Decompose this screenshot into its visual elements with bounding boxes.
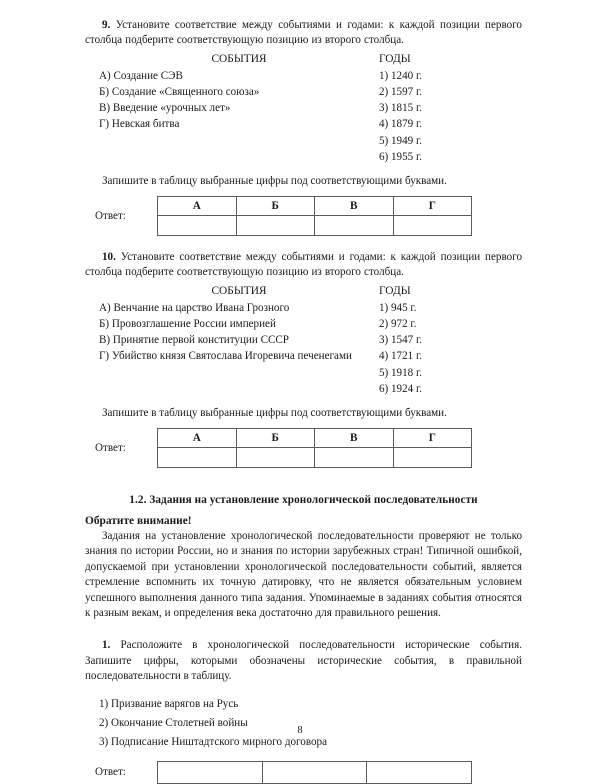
table-header-cell: В	[315, 428, 394, 447]
answer-cell[interactable]	[262, 761, 367, 783]
task-9-intro	[85, 18, 522, 49]
task-10-intro	[85, 250, 522, 281]
task-9-instruction: Запишите в таблицу выбранные цифры под соответствующими буквами.	[102, 175, 447, 188]
table-header-cell: Б	[236, 196, 315, 215]
sequence-task-answer-area	[85, 761, 522, 784]
table-row	[158, 761, 472, 783]
list-item: В) Введение «урочных лет»	[99, 102, 231, 115]
list-item: 2) Окончание Столетней войны	[99, 716, 248, 729]
answer-cell[interactable]	[158, 761, 263, 783]
list-item: 2) 1597 г.	[379, 85, 423, 98]
table-header-cell: Б	[236, 428, 315, 447]
table-header-cell: В	[315, 196, 394, 215]
list-item: А) Создание СЭВ	[99, 69, 183, 82]
answer-cell[interactable]	[315, 215, 394, 235]
list-item: 3) 1547 г.	[379, 334, 423, 347]
task-9-events-list	[85, 68, 375, 133]
list-item: 1) 945 г.	[379, 301, 417, 314]
sequence-task-answer-table[interactable]	[157, 761, 472, 784]
answer-cell[interactable]	[393, 447, 472, 467]
spacer	[85, 236, 522, 250]
table-header-cell: Г	[393, 428, 472, 447]
list-item: Г) Убийство князя Святослава Игоревича печенегами	[99, 350, 352, 363]
list-item: Г) Невская битва	[99, 118, 180, 131]
list-item: Б) Создание «Священного союза»	[99, 85, 260, 98]
sequence-task-number: 1.	[102, 639, 111, 651]
task-10-columns	[85, 300, 522, 398]
answer-cell[interactable]	[367, 761, 472, 783]
list-item: 5) 1918 г.	[379, 366, 423, 379]
list-item: 3) Подписание Ништадтского мирного договора	[99, 735, 328, 748]
list-item: 3) 1815 г.	[379, 102, 423, 115]
answer-cell[interactable]	[158, 447, 237, 467]
list-item: В) Принятие первой конституции СССР	[99, 334, 289, 347]
sequence-task-intro	[85, 638, 522, 685]
task-9-answer-area	[85, 196, 522, 236]
list-item: 5) 1949 г.	[379, 134, 423, 147]
section-heading: 1.2. Задания на установление хронологической последовательности	[129, 493, 478, 506]
list-item: А) Венчание на царство Ивана Грозного	[99, 301, 290, 314]
task-10-answer-table[interactable]	[157, 428, 472, 468]
task-10-answer-label: Ответ:	[95, 441, 126, 454]
table-row	[158, 196, 472, 215]
table-header-cell: Г	[393, 196, 472, 215]
table-header-cell: А	[158, 196, 237, 215]
task-10-column-headings	[85, 285, 522, 297]
list-item: 4) 1721 г.	[379, 350, 423, 363]
task-9-intro-text: Установите соответствие между событиями и годами: к каждой позиции первого столбца подберите соответствующую позицию из второго столбца.	[85, 19, 522, 47]
task-10-intro-text: Установите соответствие между событиями и годами: к каждой позиции первого столбца подберите соответствующую позицию из второго столбца.	[85, 250, 522, 279]
list-item: 6) 1955 г.	[379, 151, 423, 164]
table-row	[158, 447, 472, 467]
task-10-instruction: Запишите в таблицу выбранные цифры под соответствующими буквами.	[102, 407, 447, 420]
task-9-answer-table[interactable]	[157, 196, 472, 236]
list-item: 1) 1240 г.	[379, 69, 423, 82]
sequence-task-items	[85, 695, 522, 752]
note-body: Задания на установление хронологической последовательности проверяют не только знания по истории России, но и знания по истории зарубежных стран! Типичной ошибкой, допускаемой при установлении хронологической последовательности событий, является стремление вспомнить их точную датировку, что не является обязательным условием успешного выполнения данного типа задания. Упоминаемые в заданиях события относятся к разным векам, и определения века достаточно для правильного решения.	[85, 529, 522, 620]
list-item: 6) 1924 г.	[379, 382, 423, 395]
task-10-years-heading: ГОДЫ	[379, 284, 411, 297]
note-heading: Обратите внимание!	[85, 514, 192, 527]
task-10	[85, 250, 522, 468]
table-header-cell: А	[158, 428, 237, 447]
table-row	[158, 215, 472, 235]
task-9-column-headings	[85, 53, 522, 65]
page-number: 8	[297, 725, 303, 736]
task-9	[85, 18, 522, 236]
task-9-events-heading: СОБЫТИЯ	[211, 52, 267, 65]
answer-cell[interactable]	[236, 447, 315, 467]
task-10-number: 10.	[102, 250, 116, 263]
answer-cell[interactable]	[158, 215, 237, 235]
task-10-events-heading: СОБЫТИЯ	[211, 284, 267, 297]
task-10-years-list	[375, 300, 522, 398]
list-item: 1) Призвание варягов на Русь	[99, 697, 239, 710]
sequence-task-1	[85, 638, 522, 784]
list-item: 2) 972 г.	[379, 317, 417, 330]
task-9-answer-label: Ответ:	[95, 209, 126, 222]
answer-cell[interactable]	[393, 215, 472, 235]
answer-cell[interactable]	[315, 447, 394, 467]
task-9-columns	[85, 68, 522, 166]
sequence-task-intro-text: Расположите в хронологической последовательности исторические события. Запишите цифры, которыми обозначены исторические события, в правильной последовательности в таблицу.	[85, 639, 522, 683]
task-9-number: 9.	[102, 19, 111, 31]
task-9-years-list	[375, 68, 522, 166]
task-10-answer-area	[85, 428, 522, 468]
list-item: Б) Провозглашение России империей	[99, 317, 276, 330]
sequence-task-answer-label: Ответ:	[95, 766, 126, 779]
list-item: 4) 1879 г.	[379, 118, 423, 131]
task-9-years-heading: ГОДЫ	[379, 52, 411, 65]
table-row	[158, 428, 472, 447]
answer-cell[interactable]	[236, 215, 315, 235]
task-10-events-list	[85, 300, 375, 365]
